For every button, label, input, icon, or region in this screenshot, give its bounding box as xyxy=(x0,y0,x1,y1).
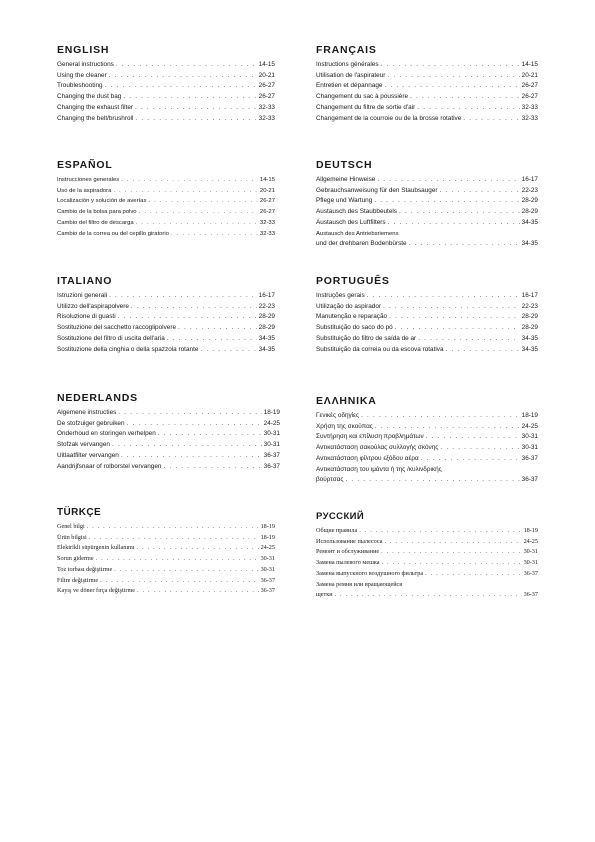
toc-entry-label: Замена выпускного воздушного фильтра xyxy=(316,569,424,577)
leader-dots xyxy=(426,432,520,443)
toc-entry xyxy=(316,334,538,345)
toc-entry xyxy=(57,207,275,218)
toc-entry xyxy=(316,186,538,197)
toc-entry-pages: 26-27 xyxy=(258,93,275,101)
toc-entry-pages: 18-19 xyxy=(263,409,280,416)
toc-entry-label: Instruções gerais xyxy=(316,292,365,299)
leader-dots xyxy=(410,92,520,103)
toc-entry-pages: 30-31 xyxy=(521,433,538,441)
leader-dots xyxy=(382,558,522,569)
toc-entry-pages: 20-21 xyxy=(521,71,538,79)
toc-list xyxy=(57,60,275,124)
toc-entry-label: Elektrikli süpürgenin kullanımı xyxy=(57,544,135,552)
toc-entry-pages: 30-31 xyxy=(260,555,275,563)
toc-entry-pages: 16-17 xyxy=(521,292,538,299)
toc-entry-label: Общие правила xyxy=(316,527,358,534)
toc-entry xyxy=(316,92,538,103)
toc-entry-pages: 16-17 xyxy=(258,292,275,299)
toc-entry xyxy=(316,590,538,601)
toc-entry-label: Замена пылевого мешка xyxy=(316,559,380,567)
toc-entry-pages: 32-33 xyxy=(521,103,538,111)
section-title: TÜRKÇE xyxy=(57,507,102,518)
toc-entry-label: Austausch des Luftfilters xyxy=(316,218,386,226)
toc-entry-pages: 18-19 xyxy=(523,527,538,534)
toc-entry xyxy=(57,218,275,229)
leader-dots xyxy=(113,186,258,197)
toc-entry-label: Γενικές οδηγίες xyxy=(316,412,360,419)
toc-entry-label: Pflege und Wartung xyxy=(316,197,373,205)
toc-entry-label: Filtre değiştirme xyxy=(57,576,99,584)
section-title: PORTUGUÊS xyxy=(316,275,390,287)
leader-dots xyxy=(388,218,520,229)
toc-list xyxy=(316,526,538,580)
toc-entry-label: Sostituzione del sacchetto raccoglipolvere xyxy=(57,324,177,332)
section-title: NEDERLANDS xyxy=(57,392,138,404)
toc-entry xyxy=(316,547,538,558)
toc-entry xyxy=(57,586,275,597)
leader-dots xyxy=(121,451,262,462)
toc-entry-label: βούρτσας xyxy=(316,476,344,484)
toc-entry-pages: 36-37 xyxy=(263,451,280,459)
leader-dots xyxy=(114,565,258,576)
toc-entry-label: Ürün bilgisi xyxy=(57,533,87,541)
toc-entry-pages: 28-29 xyxy=(258,313,275,321)
toc-entry-label: Aandrijfsnaar of rolborstel vervangen xyxy=(57,462,162,470)
leader-dots xyxy=(446,345,520,356)
toc-list xyxy=(316,291,538,355)
toc-entry xyxy=(57,334,275,345)
toc-entry xyxy=(57,565,275,576)
leader-dots xyxy=(335,590,522,601)
toc-entry xyxy=(57,312,275,323)
leader-dots xyxy=(367,291,520,302)
toc-entry xyxy=(316,207,538,218)
toc-entry xyxy=(57,323,275,334)
toc-entry xyxy=(57,71,275,82)
leader-dots xyxy=(389,312,520,323)
toc-entry-label: Uitlaatfilter vervangen xyxy=(57,451,119,459)
toc-list xyxy=(316,60,538,124)
toc-entry-label: Localización y solución de averías xyxy=(57,198,147,205)
toc-list xyxy=(57,175,275,239)
toc-entry-continued: Austausch des Antriebsriemens xyxy=(316,230,399,237)
toc-entry-label: Cambio de la correa ou del cepillo giratorio xyxy=(57,230,169,237)
leader-dots xyxy=(395,323,520,334)
leader-dots xyxy=(381,60,520,71)
toc-entry-pages: 26-27 xyxy=(258,82,275,90)
toc-entry xyxy=(316,454,538,465)
leader-dots xyxy=(109,291,257,302)
toc-entry xyxy=(57,229,275,240)
toc-list xyxy=(57,291,275,355)
toc-entry xyxy=(316,103,538,114)
toc-entry-label: Entretien et dépannage xyxy=(316,82,383,90)
toc-entry xyxy=(316,323,538,334)
leader-dots xyxy=(417,103,519,114)
toc-entry-pages: 36-37 xyxy=(521,476,538,484)
toc-entry-pages: 36-37 xyxy=(260,576,275,584)
toc-entry-label: Troubleshooting xyxy=(57,82,103,90)
toc-entry xyxy=(57,543,275,554)
leader-dots xyxy=(109,71,257,82)
section-ellinika xyxy=(316,395,538,486)
section-title: ENGLISH xyxy=(57,44,110,56)
toc-entry-label: Changement du sac à poussière xyxy=(316,93,409,101)
leader-dots xyxy=(112,440,262,451)
toc-entry-pages: 34-35 xyxy=(258,334,275,342)
leader-dots xyxy=(136,218,258,229)
toc-entry xyxy=(57,533,275,544)
toc-entry-pages: 22-23 xyxy=(258,302,275,310)
toc-entry-pages: 14-15 xyxy=(258,61,275,68)
toc-entry xyxy=(57,440,280,451)
toc-entry-label: Sostituzione della cinghia o della spazzola rotante xyxy=(57,345,199,353)
toc-entry-label: Genel bilgi xyxy=(57,523,85,530)
toc-entry-label: Substituição do saco do pó xyxy=(316,324,393,332)
leader-dots xyxy=(116,60,257,71)
toc-entry xyxy=(57,186,275,197)
toc-entry xyxy=(316,475,538,486)
toc-entry xyxy=(316,175,538,186)
toc-entry xyxy=(316,558,538,569)
leader-dots xyxy=(139,207,258,218)
toc-entry xyxy=(57,462,280,473)
leader-dots xyxy=(463,114,519,125)
toc-entry-label: Uso de la aspiradora xyxy=(57,187,112,194)
toc-entry xyxy=(316,60,538,71)
leader-dots xyxy=(345,475,519,486)
toc-entry-label: Toz torbası değiştirme xyxy=(57,565,113,573)
toc-entry-pages: 30-31 xyxy=(263,441,280,449)
leader-dots xyxy=(384,81,519,92)
leader-dots xyxy=(425,569,521,580)
toc-entry-label: щетки xyxy=(316,591,333,599)
section-title: РУССКИЙ xyxy=(316,511,365,522)
toc-entry-label: Stofzak vervangen xyxy=(57,441,110,449)
toc-entry xyxy=(316,411,538,422)
section-portugues xyxy=(316,275,538,355)
toc-entry xyxy=(57,408,280,419)
toc-entry-label: Changing the belt/brushroll xyxy=(57,114,134,122)
toc-entry-pages: 36-37 xyxy=(260,587,275,595)
toc-entry-pages: 14-15 xyxy=(259,177,275,183)
toc-entry-pages: 36-37 xyxy=(523,569,538,577)
toc-entry-label: Using the cleaner xyxy=(57,71,107,79)
toc-entry xyxy=(316,71,538,82)
toc-entry-label: Cambio del filtro de descarga xyxy=(57,219,134,226)
toc-entry-label: Changement du filtre de sortie d'air xyxy=(316,103,416,111)
section-title: ΕΛΛΗΝΙΚΑ xyxy=(316,395,377,407)
section-turkce xyxy=(57,507,275,597)
toc-entry-label: Changement de la courroie ou de la brosse rotative xyxy=(316,114,462,122)
toc-entry-label: Αντικατάσταση φίλτρου εξόδου αέρα xyxy=(316,454,419,462)
leader-dots xyxy=(409,239,520,250)
section-english xyxy=(57,44,275,124)
toc-entry xyxy=(316,302,538,313)
toc-entry xyxy=(57,429,280,440)
toc-entry-label: Cambio de la bolsa para polvo xyxy=(57,209,137,216)
toc-entry xyxy=(316,422,538,433)
leader-dots xyxy=(148,196,258,207)
leader-dots xyxy=(118,312,257,323)
leader-dots xyxy=(381,547,521,558)
toc-entry-label: Instructions générales xyxy=(316,61,379,68)
leader-dots xyxy=(399,207,520,218)
toc-entry xyxy=(316,81,538,92)
toc-entry-label: und der drehbaren Bodenbürste xyxy=(316,240,407,248)
toc-entry-label: Onderhoud en storingen verhelpen xyxy=(57,430,156,438)
toc-entry-pages: 26-27 xyxy=(259,209,275,216)
toc-entry-pages: 30-31 xyxy=(523,559,538,567)
section-title: FRANÇAIS xyxy=(316,44,377,56)
toc-entry-pages: 34-35 xyxy=(521,334,538,342)
toc-entry-pages: 18-19 xyxy=(260,533,275,541)
toc-entry-pages: 34-35 xyxy=(258,345,275,353)
leader-dots xyxy=(167,334,257,345)
toc-entry-label: Instrucciones generales xyxy=(57,177,120,183)
section-deutsch xyxy=(316,159,538,250)
leader-dots xyxy=(89,533,259,544)
toc-entry-pages: 32-33 xyxy=(259,230,275,237)
leader-dots xyxy=(421,454,520,465)
toc-entry xyxy=(57,576,275,587)
toc-entry xyxy=(57,451,280,462)
toc-entry xyxy=(57,522,275,533)
leader-dots xyxy=(375,422,520,433)
leader-dots xyxy=(387,71,519,82)
leader-dots xyxy=(163,462,261,473)
leader-dots xyxy=(158,429,262,440)
toc-entry-pages: 34-35 xyxy=(521,218,538,226)
toc-entry-pages: 28-29 xyxy=(521,197,538,205)
leader-dots xyxy=(87,522,259,533)
toc-entry-pages: 24-25 xyxy=(263,419,280,427)
toc-entry-pages: 32-33 xyxy=(258,114,275,122)
toc-entry-pages: 22-23 xyxy=(521,186,538,194)
leader-dots xyxy=(200,345,256,356)
toc-entry-pages: 32-33 xyxy=(258,103,275,111)
toc-entry-pages: 24-25 xyxy=(260,544,275,552)
section-russkiy xyxy=(316,511,538,601)
toc-entry-continued: Замена ремня или вращающейся xyxy=(316,580,403,588)
leader-dots xyxy=(178,323,257,334)
toc-entry-label: Использование пылесоса xyxy=(316,537,383,545)
toc-entry-label: Αντικατάσταση σακούλας συλλογής σκόνης xyxy=(316,444,439,452)
toc-entry-pages: 34-35 xyxy=(521,345,538,353)
toc-entry-pages: 24-25 xyxy=(521,422,538,430)
toc-entry-label: Gebrauchsanweisung für den Staubsauger xyxy=(316,186,438,194)
toc-list xyxy=(316,411,538,465)
toc-entry xyxy=(57,419,280,430)
toc-entry-pages: 30-31 xyxy=(263,430,280,438)
toc-entry xyxy=(57,60,275,71)
toc-entry xyxy=(57,103,275,114)
toc-entry-label: Algemene instructies xyxy=(57,409,117,416)
leader-dots xyxy=(135,103,257,114)
toc-entry-pages: 28-29 xyxy=(258,324,275,332)
toc-entry-pages: 32-33 xyxy=(521,114,538,122)
leader-dots xyxy=(105,81,257,92)
leader-dots xyxy=(440,443,519,454)
toc-entry-pages: 36-37 xyxy=(263,462,280,470)
toc-entry-pages: 26-27 xyxy=(259,198,275,205)
toc-entry-label: Changing the dust bag xyxy=(57,93,122,101)
toc-entry-pages: 20-21 xyxy=(258,71,275,79)
leader-dots xyxy=(418,334,519,345)
toc-entry-pages: 18-19 xyxy=(521,412,538,419)
toc-entry-label: Συντήρηση και επίλυση προβλημάτων xyxy=(316,433,424,441)
toc-entry-label: Ремонт и обслуживание xyxy=(316,548,380,556)
toc-entry-label: Substituição da correia ou da escova rotativa xyxy=(316,345,444,353)
leader-dots xyxy=(123,92,256,103)
toc-entry xyxy=(316,432,538,443)
toc-entry-label: Changing the exhaust filter xyxy=(57,103,134,111)
toc-entry-label: Istruzioni generali xyxy=(57,292,108,299)
leader-dots xyxy=(359,526,521,537)
section-title: DEUTSCH xyxy=(316,159,373,171)
toc-entry xyxy=(316,218,538,229)
toc-entry xyxy=(316,443,538,454)
leader-dots xyxy=(383,302,520,313)
section-espanol xyxy=(57,159,275,239)
toc-entry xyxy=(316,526,538,537)
section-title: ESPAÑOL xyxy=(57,159,113,171)
toc-entry xyxy=(316,114,538,125)
section-title: ITALIANO xyxy=(57,275,113,287)
leader-dots xyxy=(127,419,262,430)
section-nederlands xyxy=(57,392,280,472)
toc-entry-label: Utilisation de l'aspirateur xyxy=(316,71,386,79)
leader-dots xyxy=(440,186,520,197)
toc-entry xyxy=(316,537,538,548)
leader-dots xyxy=(121,175,258,186)
toc-entry xyxy=(57,92,275,103)
toc-entry-continued: Αντικατάσταση του ιμάντα ή της /κυλινδρικής xyxy=(316,465,442,473)
toc-entry-pages: 16-17 xyxy=(521,176,538,183)
toc-entry xyxy=(316,239,538,250)
toc-entry xyxy=(57,81,275,92)
toc-list xyxy=(57,522,275,597)
toc-entry-pages: 34-35 xyxy=(521,240,538,248)
toc-list xyxy=(316,175,538,229)
toc-entry xyxy=(57,302,275,313)
toc-entry-pages: 18-19 xyxy=(260,523,275,530)
toc-entry xyxy=(57,291,275,302)
toc-entry xyxy=(316,312,538,323)
toc-entry xyxy=(316,291,538,302)
leader-dots xyxy=(137,586,259,597)
leader-dots xyxy=(384,537,521,548)
toc-entry-pages: 20-21 xyxy=(259,187,275,194)
toc-entry xyxy=(57,175,275,186)
leader-dots xyxy=(137,543,259,554)
toc-entry-pages: 28-29 xyxy=(521,324,538,332)
toc-list xyxy=(57,408,280,472)
toc-entry-pages: 32-33 xyxy=(259,219,275,226)
toc-entry-pages: 28-29 xyxy=(521,313,538,321)
toc-entry-label: Risoluzione di guasti xyxy=(57,313,116,321)
toc-entry-pages: 28-29 xyxy=(521,208,538,216)
toc-entry xyxy=(57,114,275,125)
toc-entry-pages: 36-37 xyxy=(521,454,538,462)
leader-dots xyxy=(361,411,520,422)
leader-dots xyxy=(118,408,261,419)
toc-entry-label: De stofzuiger gebruiken xyxy=(57,419,125,427)
toc-entry-pages: 26-27 xyxy=(521,93,538,101)
toc-entry xyxy=(57,196,275,207)
leader-dots xyxy=(100,576,258,587)
toc-entry xyxy=(57,554,275,565)
toc-entry-label: Austausch des Staubbeutels xyxy=(316,208,398,216)
toc-entry-pages: 36-37 xyxy=(523,591,538,599)
leader-dots xyxy=(135,114,256,125)
leader-dots xyxy=(171,229,258,240)
toc-entry-pages: 26-27 xyxy=(521,82,538,90)
toc-entry xyxy=(316,569,538,580)
toc-entry xyxy=(316,196,538,207)
toc-entry-pages: 24-25 xyxy=(523,537,538,545)
toc-entry xyxy=(316,345,538,356)
toc-entry-pages: 14-15 xyxy=(521,61,538,68)
toc-entry-pages: 30-31 xyxy=(260,565,275,573)
toc-entry-label: Manutenção e reparação xyxy=(316,313,388,321)
toc-entry-pages: 22-23 xyxy=(521,302,538,310)
leader-dots xyxy=(374,196,519,207)
toc-entry-label: Sostituzione del filtro di uscita dell'aria xyxy=(57,334,165,342)
toc-entry-label: Χρήση της σκούπας xyxy=(316,422,373,430)
section-italiano xyxy=(57,275,275,355)
toc-entry-label: Kayış ve döner fırça değiştirme xyxy=(57,587,136,595)
toc-entry-label: Utilizzo dell'aspirapolvere xyxy=(57,302,129,310)
toc-entry-label: Allgemeine Hinweise xyxy=(316,176,376,183)
toc-entry-label: Substituição do filtro de saída de ar xyxy=(316,334,417,342)
toc-entry-label: Utilização do aspirador xyxy=(316,302,382,310)
toc-entry-pages: 30-31 xyxy=(523,548,538,556)
section-francais xyxy=(316,44,538,124)
toc-entry xyxy=(57,345,275,356)
toc-entry-label: Sorun giderme xyxy=(57,555,94,563)
toc-entry-label: General instructions xyxy=(57,61,114,68)
leader-dots xyxy=(131,302,257,313)
leader-dots xyxy=(96,554,259,565)
leader-dots xyxy=(377,175,519,186)
toc-entry-pages: 30-31 xyxy=(521,444,538,452)
